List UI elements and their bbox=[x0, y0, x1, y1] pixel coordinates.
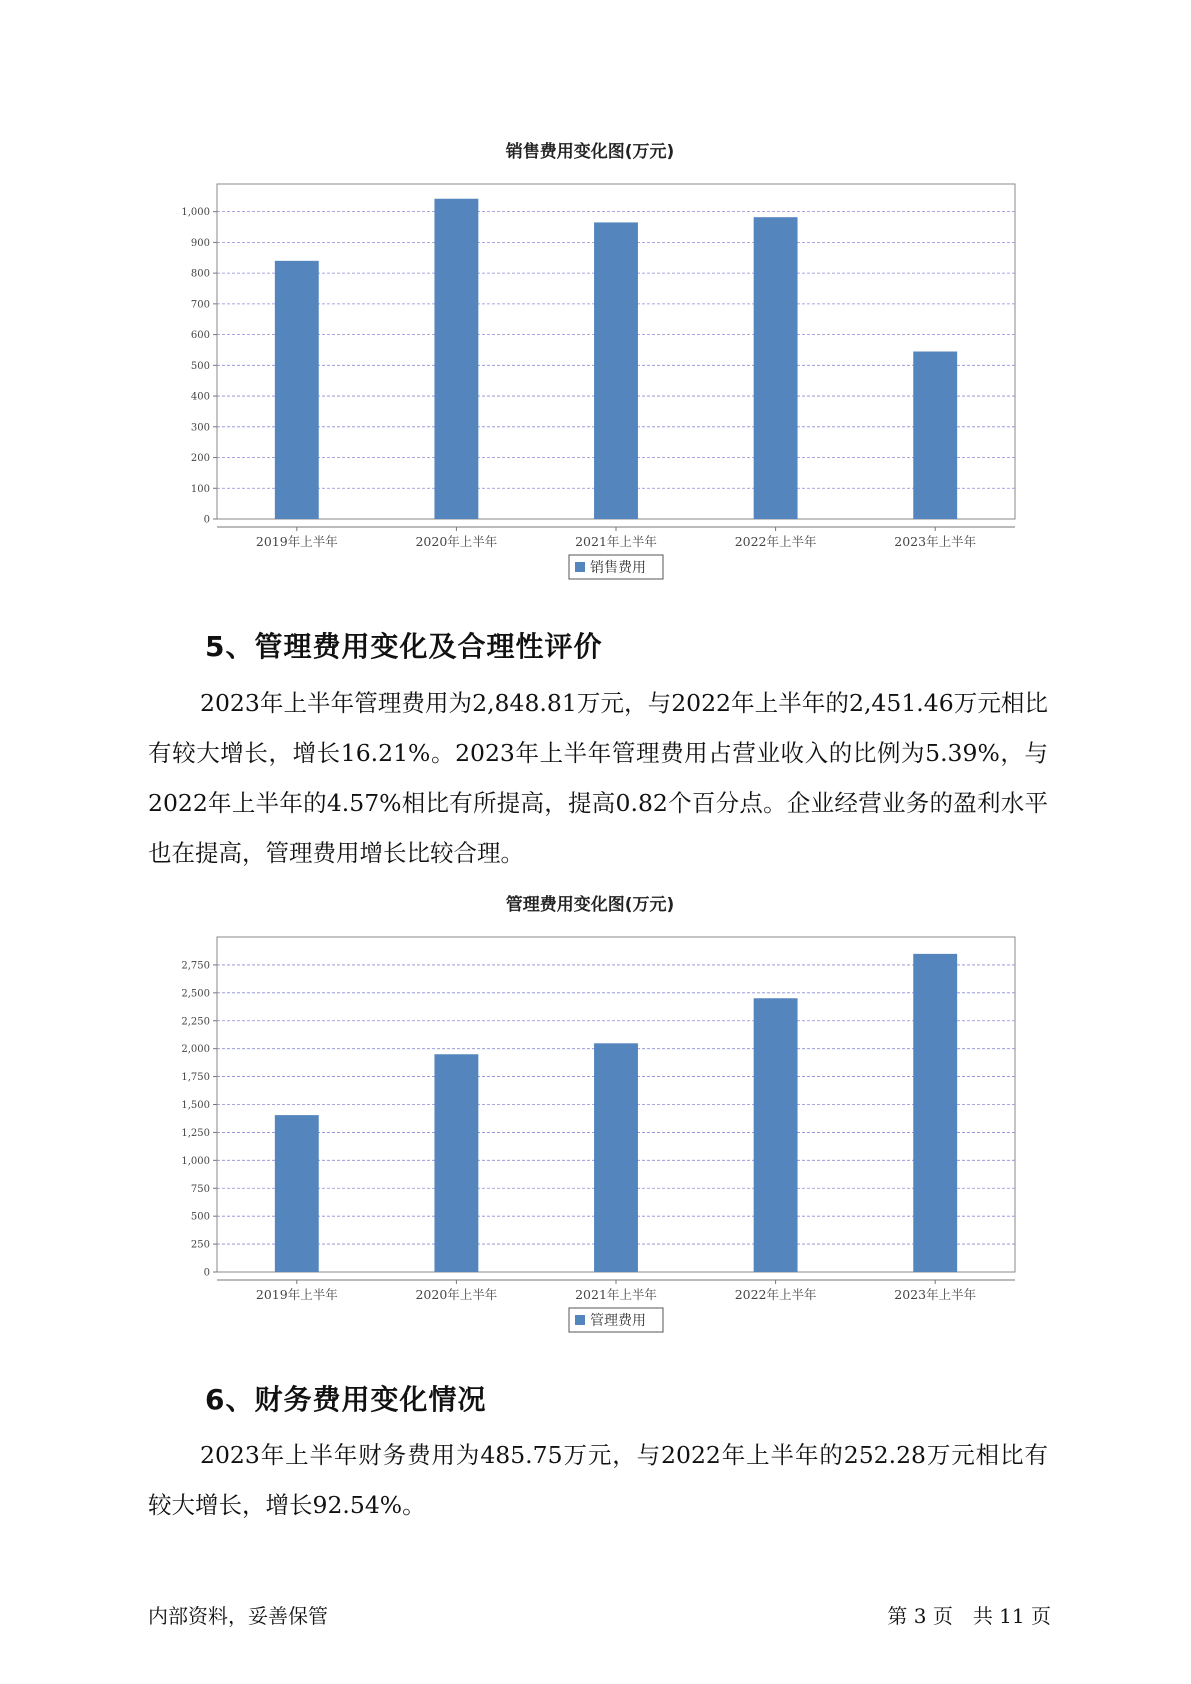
y-tick-label: 2,750 bbox=[181, 960, 210, 972]
x-tick-label: 2021年上半年 bbox=[575, 1287, 657, 1302]
x-tick-label: 2020年上半年 bbox=[415, 1287, 498, 1302]
bar bbox=[594, 1043, 638, 1272]
y-tick-label: 600 bbox=[190, 330, 210, 342]
y-tick-label: 750 bbox=[190, 1183, 210, 1195]
y-tick-label: 400 bbox=[190, 391, 210, 403]
y-tick-label: 0 bbox=[203, 1267, 210, 1279]
bar bbox=[275, 261, 319, 519]
bar bbox=[594, 222, 638, 519]
chart-title: 管理费用变化图(万元) bbox=[505, 895, 675, 915]
y-tick-label: 500 bbox=[190, 360, 210, 372]
y-tick-label: 1,500 bbox=[181, 1100, 210, 1111]
y-tick-label: 900 bbox=[190, 237, 210, 249]
bar bbox=[754, 217, 798, 519]
legend-swatch bbox=[575, 562, 585, 572]
sales-expense-chart bbox=[150, 140, 1030, 589]
section6-text: 2023年上半年财务费用为485.75万元，与2022年上半年的252.28万元相比有较大增长，增长92.54%。 bbox=[148, 1441, 1048, 1519]
y-tick-label: 1,000 bbox=[181, 1155, 210, 1167]
y-tick-label: 1,750 bbox=[181, 1072, 210, 1084]
y-tick-label: 250 bbox=[190, 1239, 210, 1251]
management-expense-chart bbox=[150, 893, 1030, 1342]
legend-label: 销售费用 bbox=[590, 560, 646, 576]
bar bbox=[275, 1115, 319, 1272]
y-tick-label: 2,500 bbox=[181, 988, 210, 1000]
legend-label: 管理费用 bbox=[590, 1313, 646, 1329]
x-tick-label: 2023年上半年 bbox=[894, 534, 977, 549]
bar bbox=[913, 352, 957, 520]
bar bbox=[913, 954, 957, 1272]
footer-left: 内部资料，妥善保管 bbox=[148, 1604, 328, 1628]
legend-swatch bbox=[575, 1315, 585, 1325]
bar bbox=[434, 1054, 478, 1272]
chart-title: 销售费用变化图(万元) bbox=[505, 142, 675, 162]
y-tick-label: 100 bbox=[190, 483, 210, 495]
section6-paragraph bbox=[148, 1430, 1048, 1530]
x-tick-label: 2022年上半年 bbox=[734, 534, 817, 549]
section6-heading: 6、财务费用变化情况 bbox=[205, 1383, 487, 1416]
x-tick-label: 2019年上半年 bbox=[255, 1287, 338, 1302]
sales-expense-chart-svg bbox=[150, 164, 1030, 584]
x-tick-label: 2020年上半年 bbox=[415, 534, 498, 549]
y-tick-label: 2,000 bbox=[181, 1044, 210, 1056]
management-expense-chart-svg bbox=[150, 917, 1030, 1337]
y-tick-label: 500 bbox=[190, 1211, 210, 1223]
section5-text: 2023年上半年管理费用为2,848.81万元，与2022年上半年的2,451.46万元相比有较大增长，增长16.21%。2023年上半年管理费用占营业收入的比例为5.39%，与2022年上半年的4.57%相比有所提高，提高0.82个百分点。企业经营业务的盈利水平也在提高，管理费用增长比较合理。 bbox=[148, 689, 1048, 867]
y-tick-label: 2,250 bbox=[181, 1016, 210, 1028]
x-tick-label: 2023年上半年 bbox=[894, 1287, 977, 1302]
y-tick-label: 0 bbox=[203, 514, 210, 526]
bar bbox=[434, 199, 478, 519]
y-tick-label: 800 bbox=[190, 268, 210, 280]
y-tick-label: 700 bbox=[190, 299, 210, 311]
x-tick-label: 2022年上半年 bbox=[734, 1287, 817, 1302]
x-tick-label: 2019年上半年 bbox=[255, 534, 338, 549]
y-tick-label: 200 bbox=[190, 453, 210, 465]
y-tick-label: 1,000 bbox=[181, 207, 210, 219]
section5-heading: 5、管理费用变化及合理性评价 bbox=[205, 630, 603, 663]
footer-page-number: 第 3 页 共 11 页 bbox=[887, 1604, 1051, 1628]
x-tick-label: 2021年上半年 bbox=[575, 534, 657, 549]
bar bbox=[754, 998, 798, 1272]
y-tick-label: 300 bbox=[190, 422, 210, 434]
section5-paragraph bbox=[148, 678, 1048, 878]
y-tick-label: 1,250 bbox=[181, 1127, 210, 1139]
